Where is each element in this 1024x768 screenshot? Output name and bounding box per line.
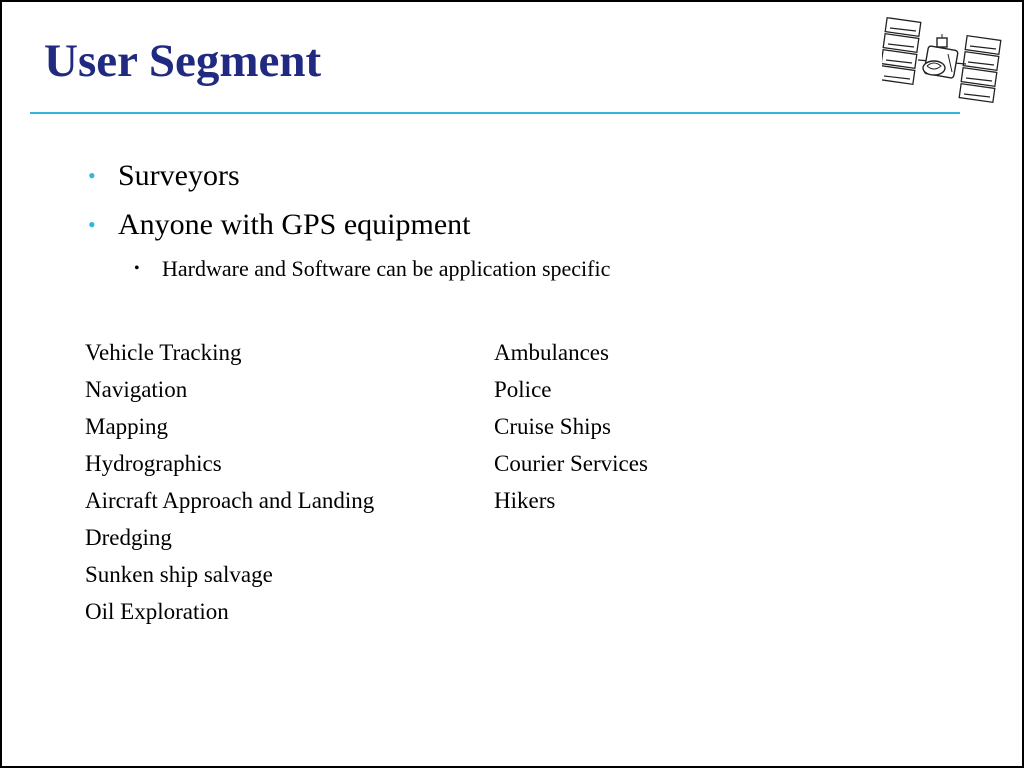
list-item: Dredging	[85, 525, 172, 550]
slide-title: User Segment	[44, 35, 322, 87]
list-item: Aircraft Approach and Landing	[85, 488, 375, 513]
bullet-item	[88, 157, 610, 206]
list-item: Oil Exploration	[85, 599, 229, 624]
list-item: Navigation	[85, 377, 188, 402]
applications-column-left	[85, 338, 374, 634]
list-item: Vehicle Tracking	[85, 340, 242, 365]
list-item: Ambulances	[494, 340, 609, 365]
bullet-item	[88, 206, 610, 255]
bullet-dot-icon: •	[88, 163, 96, 188]
sub-bullet-dot-icon: •	[134, 260, 140, 277]
bullet-text: Surveyors	[118, 159, 240, 192]
list-item: Sunken ship salvage	[85, 562, 273, 587]
title-divider	[30, 112, 960, 114]
list-item: Mapping	[85, 414, 169, 439]
list-item: Courier Services	[494, 451, 648, 476]
list-item: Hikers	[494, 488, 556, 513]
bullet-list	[88, 157, 610, 283]
list-item: Police	[494, 377, 552, 402]
satellite-icon	[882, 14, 1006, 110]
list-item: Cruise Ships	[494, 414, 611, 439]
bullet-dot-icon: •	[88, 212, 96, 237]
list-item: Hydrographics	[85, 451, 222, 476]
applications-column-right	[494, 338, 648, 523]
sub-bullet-item	[134, 255, 610, 283]
bullet-text: Anyone with GPS equipment	[118, 208, 471, 241]
sub-bullet-text: Hardware and Software can be application specific	[162, 256, 611, 281]
